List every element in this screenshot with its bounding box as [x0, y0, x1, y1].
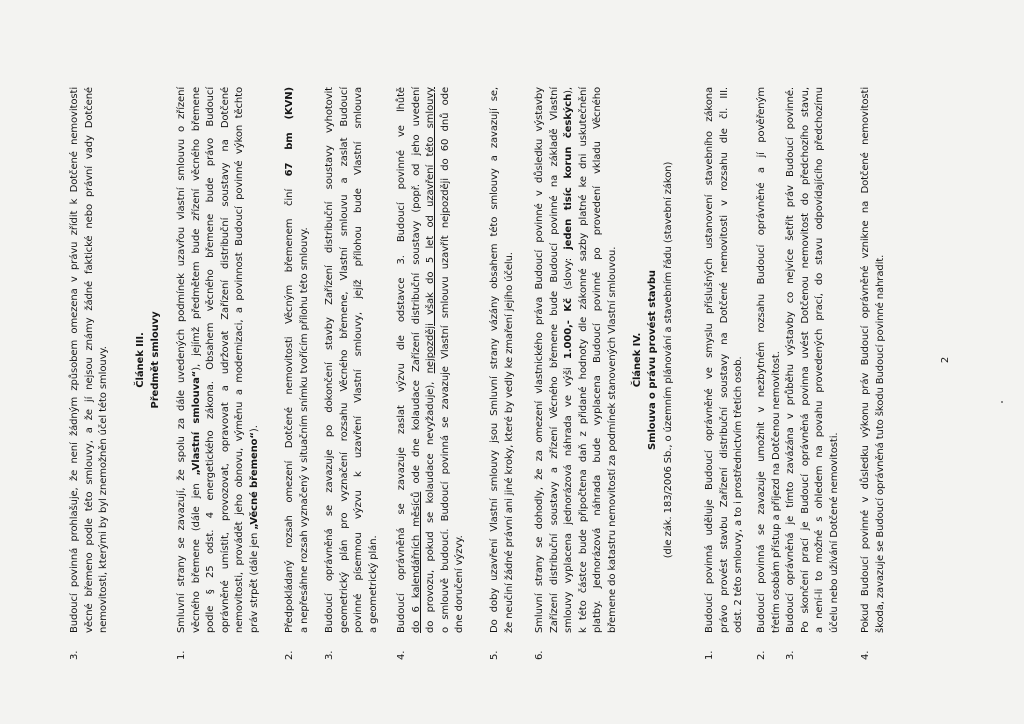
- bold-text: „Věcné břemeno“: [248, 432, 260, 530]
- text-run: oprávněné umístit, provozovat, opravovat a udržovat Zařízení distribuční soustavy na Dotčené: [219, 87, 231, 633]
- bold-text: jeden tisíc korun českých: [563, 93, 574, 250]
- paragraph-text: [784, 87, 842, 633]
- text-line: [83, 87, 98, 633]
- article-3-heading: [133, 87, 163, 633]
- text-run: geometrický plán pro vyznačení rozsahu Věcného břemene, Vlastní smlouvu a zaslat Budoucí: [338, 87, 350, 633]
- bold-text: „Vlastní smlouva“: [190, 370, 202, 476]
- text-run: podle § 25 odst. 4 energetického zákona. Obsahem věcného břemene bude právo Budoucí: [205, 87, 216, 633]
- text-run: Budoucí oprávněná je tímto zavázána v průběhu výstavby co nejvíce šetřit práv Budoucí povinné.: [785, 87, 796, 633]
- paragraph-text: [755, 87, 784, 633]
- text-line: [97, 87, 112, 633]
- paragraph-text: [323, 87, 381, 633]
- text-line: [367, 87, 382, 633]
- text-line: [732, 87, 747, 633]
- text-line: [248, 87, 263, 633]
- text-run: ), jejímž předmětem bude zřízení věcného břemene: [190, 87, 202, 371]
- text-line: [439, 87, 454, 633]
- paragraph-text: [175, 87, 262, 633]
- paragraph-text: [283, 87, 312, 633]
- paragraph-number: 3.: [324, 650, 335, 660]
- text-run: nemovitosti, kterými by byl znemožněn účel této smlouvy.: [98, 346, 109, 633]
- text-line: [859, 87, 874, 633]
- text-run: ode dne kolaudace Zařízení distribuční soustavy (popř. od jeho uvedení: [410, 86, 422, 492]
- text-run: o smlouvě budoucí. Budoucí povinná se zavazuje Vlastní smlouvu uzavřít nejpozději do 60 dnů ode: [439, 87, 451, 633]
- paragraph-number: 1.: [176, 650, 187, 660]
- paragraph-number: 4.: [860, 650, 871, 660]
- text-run: břemene do katastru nemovitostí za podmínek stanovených Vlastní smlouvou.: [606, 246, 618, 633]
- text-run: Smluvní strany se dohodly, že za omezení vlastnického práva Budoucí povinné v důsledku výstavby: [534, 87, 545, 633]
- text-line: [828, 87, 843, 633]
- text-line: [770, 87, 785, 633]
- text-run: Předpokládaný rozsah omezení Dotčené nemovitosti Věcným břemenem činí: [284, 176, 295, 633]
- text-run: do provozu, pokud se kolaudace nevyžaduje),: [425, 373, 436, 633]
- text-run: Pokud Budoucí povinné v důsledku výkonu práv Budoucí oprávněné vznikne na Dotčené nemovitosti: [860, 87, 871, 633]
- text-line: [219, 87, 234, 633]
- text-run: Budoucí povinná prohlašuje, že není žádným způsobem omezena v právu zřídit k Dotčené nemovitosti: [69, 87, 80, 633]
- text-run: práv strpět (dále jen: [248, 529, 260, 633]
- text-line: [283, 87, 298, 633]
- text-line: [503, 87, 518, 633]
- text-run: smlouvy vyplacena jednorázová náhrada ve výši: [563, 359, 574, 633]
- text-run: věcného břemene (dále jen: [190, 475, 202, 633]
- article-3-title: Článek III.: [135, 332, 146, 388]
- text-line: [799, 87, 814, 633]
- paragraph-text: [395, 87, 468, 633]
- text-run: povinné písemnou výzvu k uzavření Vlastní smlouvy, jejíž přílohou bude Vlastní smlouva: [353, 87, 364, 633]
- text-run: (slovy:: [563, 249, 574, 299]
- underlined-text: do 6 kalendářních měsíců: [410, 491, 422, 633]
- paragraph-text: [68, 87, 112, 633]
- text-line: [175, 87, 190, 633]
- text-line: [190, 87, 205, 633]
- text-line: [453, 87, 468, 633]
- paragraph-number: 3.: [69, 650, 80, 660]
- text-run: že neučiní žádné právní ani jiné kroky, které by vedly ke zmaření jejího účelu.: [503, 252, 515, 633]
- text-run: Budoucí povinná uděluje Budoucí oprávněné ve smyslu příslušných ustanovení stavebního zákona: [704, 87, 715, 633]
- paragraph-number: 6.: [534, 650, 545, 660]
- text-run: Smluvní strany se zavazují, že spolu za dále uvedených podmínek uzavřou vlastní smlouvu o zřízení: [176, 87, 187, 633]
- paragraph-number: 3.: [785, 650, 796, 660]
- article-4-subtitle: Smlouva o právu provést stavbu: [647, 270, 658, 450]
- text-line: [488, 87, 503, 633]
- paragraph-number: 2.: [756, 650, 767, 660]
- article-4-title: Článek IV.: [632, 332, 643, 388]
- text-line: [562, 87, 577, 633]
- text-line: [68, 87, 83, 633]
- text-run: a geometrický plán.: [367, 535, 379, 633]
- text-run: Zařízení distribuční soustavy a zřízení Věcného břemene bude Budoucí povinné na základě Vlastní: [548, 87, 560, 633]
- bold-text: 67 bm (KVN): [284, 86, 295, 177]
- text-line: [424, 87, 439, 633]
- text-line: [813, 87, 828, 633]
- text-line: [755, 87, 770, 633]
- text-run: Budoucí oprávněná se zavazuje po dokončení stavby Zařízení distribuční soustavy vyhotovit: [324, 87, 335, 633]
- text-line: [352, 87, 367, 633]
- text-line: [874, 87, 889, 633]
- text-run: škoda, zavazuje se Budoucí oprávněná tuto škodu Budoucí povinné nahradit.: [874, 254, 886, 633]
- text-line: [323, 87, 338, 633]
- text-line: [410, 87, 425, 633]
- text-line: [533, 87, 548, 633]
- text-run: a nepřesáhne rozsah vyznačený v situačním snímku tvořícím přílohu této smlouvy.: [298, 227, 310, 633]
- paragraph-number: 2.: [284, 650, 295, 660]
- text-line: [548, 87, 563, 633]
- article-4-heading: [630, 87, 677, 633]
- bold-text: 1.000,- Kč: [563, 298, 574, 360]
- text-run: Budoucí povinná se zavazuje umožnit v nezbytném rozsahu Budoucí oprávněné a jí pověřeným: [756, 87, 767, 633]
- text-line: [591, 87, 606, 633]
- text-run: k této částce bude připočtena daň z přidané hodnoty dle zákonné sazby platné ke dni uskutečnění: [577, 87, 589, 633]
- text-run: ),: [563, 87, 574, 94]
- text-run: třetím osobám přístup a příjezd na Dotčenou nemovitost.: [770, 351, 782, 633]
- underlined-text: nejpozději však do 5 let od uzavření této smlouvy: [425, 87, 436, 374]
- paragraph-number: 4.: [396, 650, 407, 660]
- paragraph-text: [859, 87, 888, 633]
- scan-speck: [1001, 401, 1003, 403]
- text-line: [703, 87, 718, 633]
- text-run: odst. 2 této smlouvy, a to i prostřednictvím třetích osob.: [733, 356, 744, 633]
- text-run: Budoucí oprávněná se zavazuje zaslat výzvu dle odstavce 3. Budoucí povinné ve lhůtě: [396, 87, 407, 633]
- text-run: a není-li to možné s ohledem na povahu provedených prací, do stavu odpovídajícího předchozímu: [814, 87, 825, 633]
- text-line: [298, 87, 313, 633]
- text-line: [784, 87, 799, 633]
- text-run: ).: [248, 425, 260, 433]
- text-run: účelu nebo užívání Dotčené nemovitosti.: [828, 432, 840, 633]
- text-run: právo provést stavbu Zařízení distribuční soustavy na Dotčené nemovitosti v rozsahu dle čl. III.: [718, 87, 730, 633]
- text-line: [606, 87, 621, 633]
- text-line: [233, 87, 248, 633]
- text-line: [204, 87, 219, 633]
- article-4-legal-note: (dle zák. 183/2006 Sb., o územním plánování a stavebním řádu (stavební zákon): [663, 161, 674, 559]
- text-run: nemovitosti, provádět jeho obnovu, výměnu a modernizaci, a povinnost Budoucí povinné výkon těchto: [234, 87, 245, 633]
- text-line: [395, 87, 410, 633]
- paragraph-text: [533, 87, 620, 633]
- paragraph-number: 1.: [704, 650, 715, 660]
- article-3-subtitle: Předmět smlouvy: [150, 311, 161, 409]
- text-run: věcné břemeno podle této smlouvy, a že jí nejsou známy žádné faktické nebo právní vady Dotčené: [83, 87, 95, 633]
- text-run: Po skončení prací je Budoucí oprávněná povinna uvést Dotčenou nemovitost do předchozího stavu,: [799, 87, 811, 633]
- text-line: [718, 87, 733, 633]
- text-run: dne doručení výzvy.: [454, 535, 465, 633]
- text-line: [338, 87, 353, 633]
- text-line: [577, 87, 592, 633]
- page-number: 2: [940, 356, 951, 364]
- text-run: Do doby uzavření Vlastní smlouvy jsou Smluvní strany vázány obsahem této smlouvy a zavazují se,: [489, 87, 500, 633]
- paragraph-number: 5.: [489, 650, 500, 660]
- paragraph-text: [703, 87, 747, 633]
- text-run: platby. Jednorázová náhrada bude vyplacena Budoucí povinné po provedení vkladu Věcného: [592, 87, 603, 633]
- paragraph-text: [488, 87, 517, 633]
